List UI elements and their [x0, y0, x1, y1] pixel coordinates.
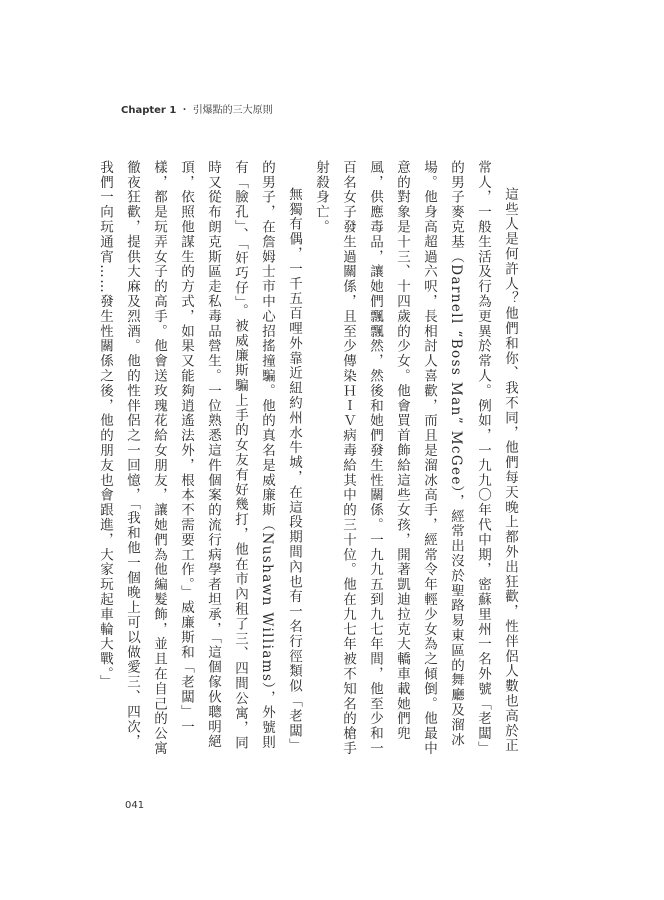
chapter-label: Chapter 1 [121, 105, 177, 116]
vertical-body-text [91, 160, 523, 760]
paragraph-1: 這些人是何許人？他們和你、我不同，他們每天晚上都外出狂歡，性伴侶人數也高於正常人，一般生活及行為更異於常人。例如，一九九〇年代中期，密蘇里州一名外號「老闆」的男子麥克基（Darnell “Boss Man” McGee），經常出沒於聖路易東區的舞廳及溜冰場。他身高超過六呎，長相討人喜歡，而且是溜冰高手，經常令年輕少女為之傾倒。他最中意的對象是十三、十四歲的少女。他會買首飾給這些女孩，開著凱迪拉克大轎車載她們兜風，供應毒品，讓她們飄飄然，然後和她們發生性關係。一九九五到九七年間，他至少和一百名女子發生過關係，且至少傳染ＨＩＶ病毒給其中的三十位。他在九七年被不知名的槍手射殺身亡。 [313, 160, 518, 756]
running-head-separator: ・ [179, 105, 190, 116]
paragraph-2: 無獨有偶，一千五百哩外靠近紐約州水牛城，在這段期間內也有一名行徑類似「老闆」的男子，在詹姆士市中心招搖撞騙。他的真名是威廉斯（Nushawn Williams），外號則有「臉孔」、「奸巧仔」。被威廉斯騙上手的女友有好幾打，他在市內租了三、四間公寓，同時又從布朗克斯區走私毒品營生。一位熟悉這件個案的流行病學者坦承，「這個傢伙聰明絕頂，依照他謀生的方式，如果又能夠逍遙法外，根本不需要工作。」威廉斯和「老闆」一樣，都是玩弄女子的高手。他會送玫瑰花給女朋友，讓她們為他編髮飾，並且在自己的公寓徹夜狂歡，提供大麻及烈酒。他的性伴侶之一回憶，「我和他一個晚上可以做愛三、四次，我們一向玩通宵……發生性關係之後，他的朋友也會跟進，大家玩起車輪大戰。」 [97, 160, 302, 756]
chapter-title: 引爆點的三大原則 [192, 105, 273, 116]
page-number: 041 [125, 800, 145, 811]
running-head [121, 101, 273, 116]
